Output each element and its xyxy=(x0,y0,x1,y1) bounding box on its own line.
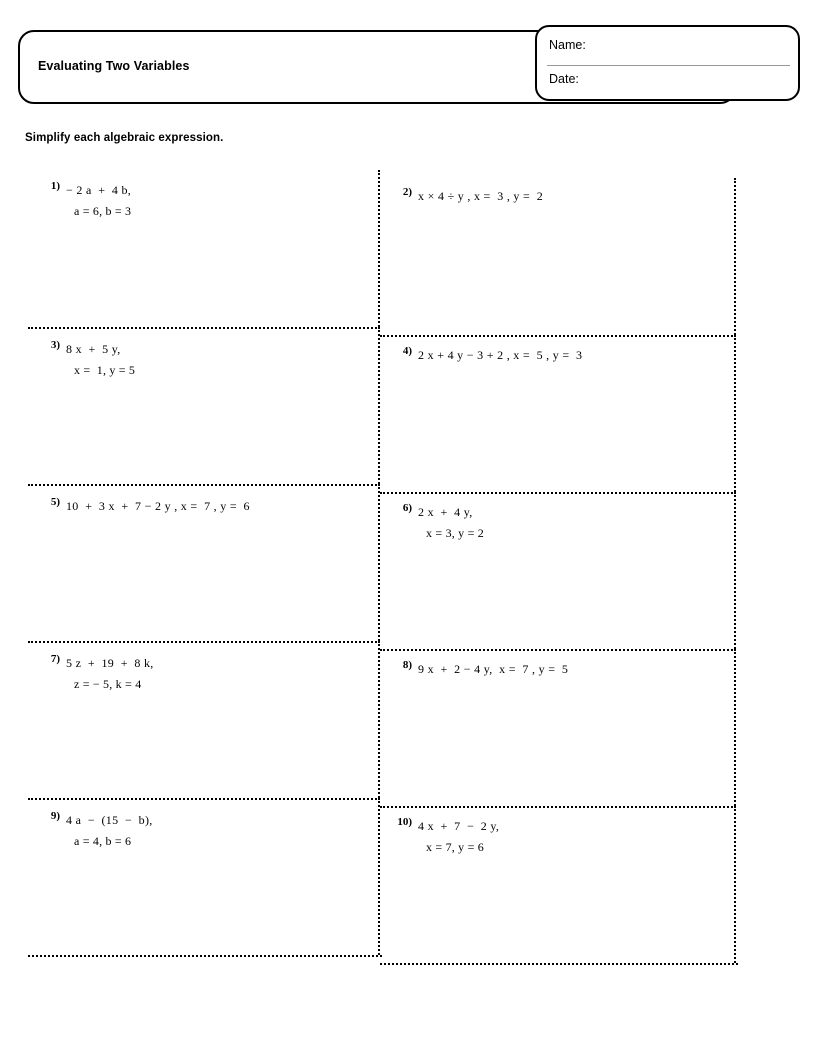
problem-number: 1) xyxy=(50,180,60,192)
problem-grid xyxy=(0,170,816,955)
problem-expression-line: 10 + 3 x + 7 − 2 y , x = 7 , y = 6 xyxy=(66,499,250,513)
problem-cell xyxy=(380,492,736,649)
problem-number: 9) xyxy=(50,810,60,822)
problem-values-line: z = − 5, k = 4 xyxy=(74,677,142,691)
problem-expression xyxy=(66,180,131,222)
problem-cell xyxy=(380,649,736,806)
date-field-label: Date: xyxy=(549,72,579,86)
problem-expression xyxy=(418,345,582,366)
problem-expression xyxy=(418,659,568,680)
problem-expression-line: x × 4 ÷ y , x = 3 , y = 2 xyxy=(418,189,543,203)
problem-cell xyxy=(380,335,736,492)
problem-number: 8) xyxy=(402,659,412,671)
problem-values-line: x = 1, y = 5 xyxy=(74,363,136,377)
problem-expression-line: 4 x + 7 − 2 y, xyxy=(418,819,500,833)
problem-values-line: x = 3, y = 2 xyxy=(426,526,484,540)
problem-row xyxy=(0,327,816,484)
name-date-separator xyxy=(547,65,790,66)
problem-expression xyxy=(66,339,135,381)
problem-number: 7) xyxy=(50,653,60,665)
problem-expression xyxy=(418,502,484,544)
problem-number: 10) xyxy=(397,816,412,828)
problem-expression xyxy=(66,496,250,517)
problem-values-line: a = 4, b = 6 xyxy=(74,834,132,848)
problem-expression xyxy=(66,810,153,852)
problem-expression xyxy=(418,186,543,207)
problem-expression xyxy=(66,653,154,695)
problem-cell xyxy=(28,641,380,798)
problem-cell xyxy=(28,170,380,327)
grid-bottom-border-right xyxy=(380,963,738,965)
problem-cell xyxy=(28,327,380,484)
problem-values-line: x = 7, y = 6 xyxy=(426,840,484,854)
name-date-box xyxy=(535,25,800,101)
problem-cell xyxy=(380,806,736,963)
problem-row xyxy=(0,798,816,955)
problem-cell xyxy=(28,798,380,955)
problem-expression-line: − 2 a + 4 b, xyxy=(66,183,132,197)
problem-number: 4) xyxy=(402,345,412,357)
problem-row xyxy=(0,170,816,327)
worksheet-header xyxy=(0,0,816,118)
problem-expression xyxy=(418,816,499,858)
problem-row xyxy=(0,484,816,641)
problem-expression-line: 9 x + 2 − 4 y, x = 7 , y = 5 xyxy=(418,662,569,676)
problem-row xyxy=(0,641,816,798)
problem-number: 6) xyxy=(402,502,412,514)
problem-expression-line: 4 a − (15 − b), xyxy=(66,813,153,827)
problem-expression-line: 2 x + 4 y − 3 + 2 , x = 5 , y = 3 xyxy=(418,348,583,362)
page-title: Evaluating Two Variables xyxy=(38,59,190,73)
name-field-label: Name: xyxy=(549,38,586,52)
problem-cell xyxy=(28,484,380,641)
problem-number: 5) xyxy=(50,496,60,508)
problem-values-line: a = 6, b = 3 xyxy=(74,204,132,218)
problem-expression-line: 5 z + 19 + 8 k, xyxy=(66,656,154,670)
problem-expression-line: 2 x + 4 y, xyxy=(418,505,473,519)
instruction-text: Simplify each algebraic expression. xyxy=(25,132,224,144)
problem-number: 3) xyxy=(50,339,60,351)
problem-cell xyxy=(380,178,736,335)
problem-expression-line: 8 x + 5 y, xyxy=(66,342,121,356)
problem-number: 2) xyxy=(402,186,412,198)
grid-bottom-border-left xyxy=(28,955,382,957)
